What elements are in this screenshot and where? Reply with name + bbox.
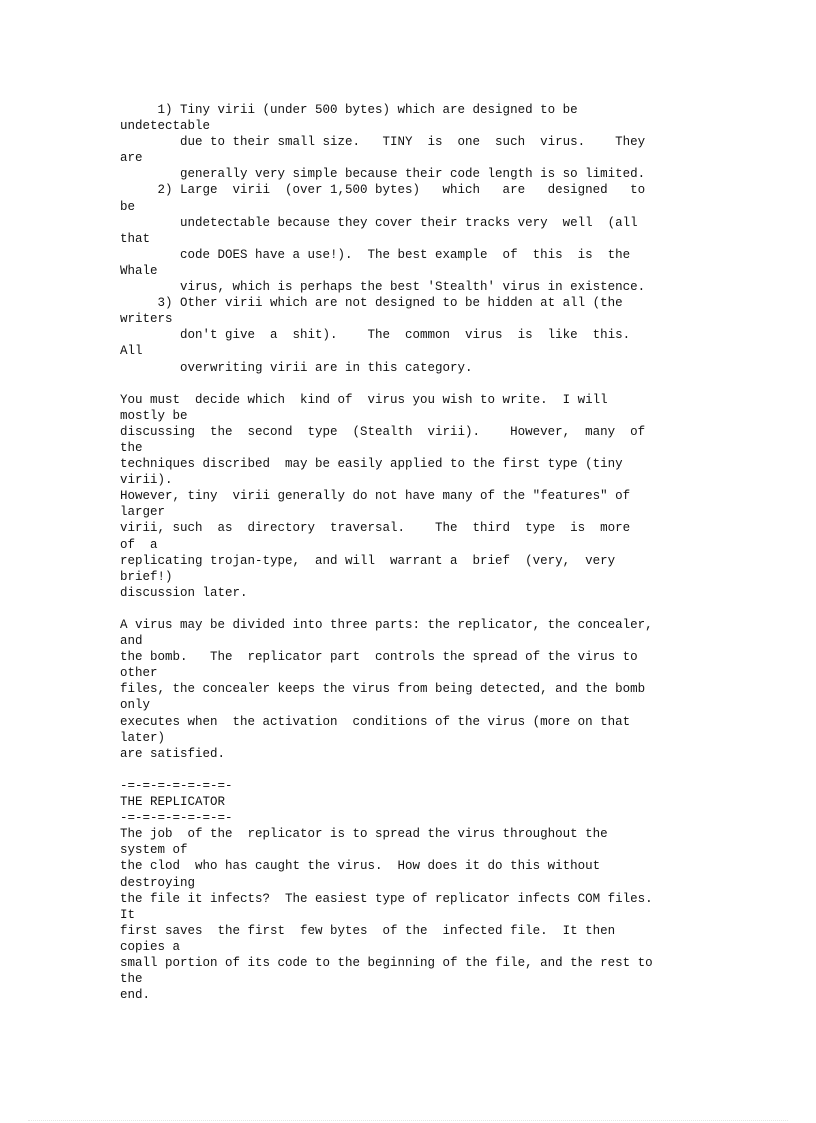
text-line: files, the concealer keeps the virus from being detected, and the bomb [120,682,646,697]
text-line: writers [120,312,173,327]
text-line: first saves the first few bytes of the infected file. It then [120,923,616,938]
text-line: 2) Large virii (over 1,500 bytes) which are designed to [120,183,646,198]
text-line: and [120,634,143,649]
page-bottom-divider [28,1120,788,1121]
text-line: -=-=-=-=-=-=-=- [120,811,233,826]
text-line: are [120,151,143,166]
text-line: virii, such as directory traversal. The third type is more [120,521,631,536]
text-line: the [120,440,143,455]
text-line: The job of the replicator is to spread the virus throughout the [120,827,608,842]
text-line: replicating trojan-type, and will warrant a brief (very, very [120,553,616,568]
text-line: techniques discribed may be easily applied to the first type (tiny [120,457,623,472]
text-line: A virus may be divided into three parts: the replicator, the concealer, [120,618,653,632]
text-line: the file it infects? The easiest type of replicator infects COM files. [120,891,653,906]
text-line: All [120,344,143,359]
text-line: 3) Other virii which are not designed to be hidden at all (the [120,296,623,311]
text-line: 1) Tiny virii (under 500 bytes) which are designed to be [120,103,578,117]
text-line: mostly be [120,408,188,423]
text-line: You must decide which kind of virus you wish to write. I will [120,392,608,407]
text-line: end. [120,988,151,1003]
text-line: Whale [120,263,158,278]
text-line: be [120,199,136,214]
text-line: brief!) [120,569,173,584]
text-line: only [120,698,151,713]
text-line: undetectable [120,119,211,134]
text-line: executes when the activation conditions of the virus (more on that [120,714,631,729]
text-line: THE REPLICATOR [120,795,226,810]
text-line: the bomb. The replicator part controls the spread of the virus to [120,650,638,665]
text-line: later) [120,730,166,745]
text-line: the clod who has caught the virus. How does it do this without [120,859,601,874]
text-line: due to their small size. TINY is one such virus. They [120,135,646,150]
text-line: destroying [120,875,196,890]
text-line: copies a [120,939,181,954]
text-line [120,762,810,778]
text-line: It [120,907,136,922]
text-line: small portion of its code to the beginning of the file, and the rest to [120,955,653,970]
text-line: system of [120,843,188,858]
text-line: -=-=-=-=-=-=-=- [120,778,233,793]
document-text [120,102,810,1003]
text-line [120,601,810,617]
text-line: overwriting virii are in this category. [120,360,473,375]
text-line: don't give a shit). The common virus is like this. [120,328,631,343]
text-line: are satisfied. [120,746,226,761]
text-line: generally very simple because their code length is so limited. [120,167,646,182]
text-line: code DOES have a use!). The best example of this is the [120,247,631,262]
text-line: undetectable because they cover their tracks very well (all [120,215,638,230]
text-line: However, tiny virii generally do not have many of the "features" of [120,489,631,504]
text-line: virus, which is perhaps the best 'Stealth' virus in existence. [120,280,646,295]
text-line: larger [120,505,166,520]
text-line: the [120,972,143,987]
text-line: other [120,666,158,681]
text-line: discussing the second type (Stealth virii). However, many of [120,424,646,439]
text-line: virii). [120,473,173,488]
text-line [120,376,810,392]
text-line: discussion later. [120,585,248,600]
text-line: of a [120,537,158,552]
text-line: that [120,231,151,246]
